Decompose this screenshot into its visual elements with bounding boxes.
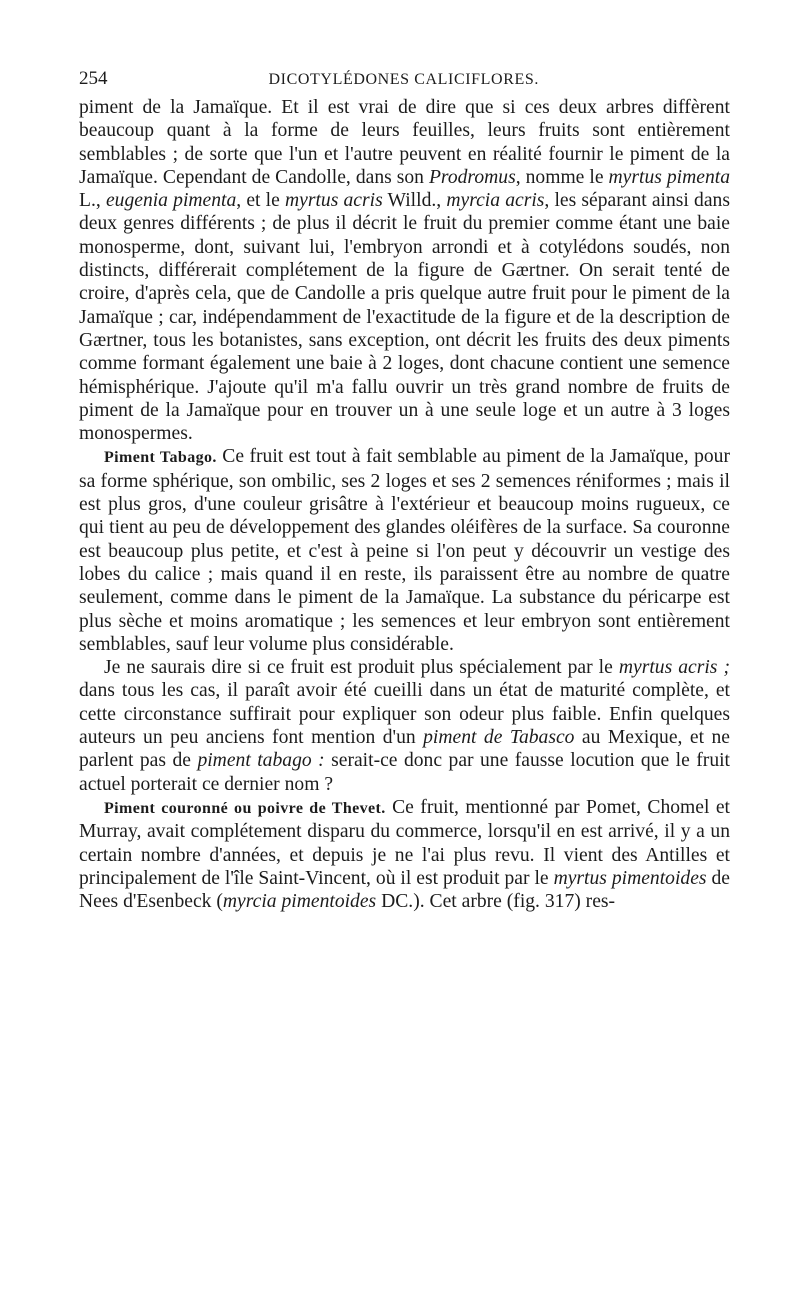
page-body bbox=[79, 96, 730, 913]
text-run: DC.). Cet arbre (fig. 317) res- bbox=[376, 891, 616, 913]
italic-run: myrtus pimenta bbox=[608, 166, 730, 188]
italic-run: myrtus pimentoides bbox=[553, 867, 707, 889]
page-number: 254 bbox=[79, 68, 108, 89]
paragraph-myrtus-acris bbox=[79, 656, 730, 796]
running-title: DICOTYLÉDONES CALICIFLORES. bbox=[268, 71, 539, 88]
paragraph-jamaique bbox=[79, 96, 730, 445]
italic-run: myrcia pimentoides bbox=[222, 891, 377, 913]
text-run: Ce fruit, mentionné par Pomet, Chomel et Murray, avait complétement disparu du commerce, lorsqu'il en est arrivé, il y a un certain nombre d'années, et depuis je ne l'ai plus revu. Il vient des Antilles et principalement de l'île Saint-Vincent, où il est produit par le bbox=[79, 796, 730, 889]
section-heading: Piment Tabago. bbox=[104, 449, 217, 467]
text-run: serait-ce donc par une fausse locution que le fruit actuel porterait ce dernier nom ? bbox=[79, 750, 731, 795]
italic-run: myrcia acris bbox=[446, 190, 545, 212]
text-run: , nomme le bbox=[515, 166, 609, 188]
text-run: L., bbox=[79, 190, 106, 212]
paragraph-piment-couronne bbox=[79, 796, 730, 913]
section-heading: Piment couronné ou poivre de Thevet. bbox=[104, 799, 386, 817]
text-run: Ce fruit est tout à fait semblable au piment de la Jamaïque, pour sa forme sphérique, son ombilic, ses 2 loges et ses 2 semences réniformes ; mais il est plus gros, d'une couleur grisâtre à l'extérieur et beaucoup moins rugueux, ce qui tient au peu de développement des glandes oléifères de la surface. Sa couronne est beaucoup plus petite, et c'est à peine si l'on peut y découvrir un vestige des lobes du calice ; mais quand il en reste, ils paraissent être au nombre de quatre seulement, comme dans le piment de la Jamaïque. La substance du péricarpe est plus sèche et moins aromatique ; les semences et leur embryon sont entièrement semblables, sauf leur volume plus considérable. bbox=[79, 446, 730, 655]
text-run: Willd., bbox=[382, 190, 447, 212]
italic-run: eugenia pimenta bbox=[105, 190, 237, 212]
page-header bbox=[79, 68, 730, 96]
italic-run: piment de Tabasco bbox=[423, 727, 575, 749]
italic-run: Prodromus bbox=[428, 166, 516, 188]
text-run: au Mexique, et ne parlent pas de bbox=[79, 727, 730, 772]
italic-run: piment tabago : bbox=[197, 750, 325, 772]
paragraph-piment-tabago bbox=[79, 445, 730, 656]
text-run: dans tous les cas, il paraît avoir été cueilli dans un état de maturité complète, et cette circonstance suffirait pour expliquer son odeur plus faible. Enfin quelques auteurs un peu anciens font mention d'un bbox=[79, 680, 730, 749]
text-run: , et le bbox=[236, 190, 285, 212]
italic-run: myrtus acris ; bbox=[618, 657, 730, 679]
italic-run: myrtus acris bbox=[285, 190, 383, 212]
text-run: , les séparant ainsi dans deux genres différents ; de plus il décrit le fruit du premier comme étant une baie monosperme, dont, suivant lui, l'embryon arrondi et à cotylédons soudés, non distincts, différerait complétement de la figure de Gærtner. On serait tenté de croire, d'après cela, que de Candolle a pris quelque autre fruit pour le piment de la Jamaïque ; car, indépendamment de l'exactitude de la figure et de la description de Gærtner, tous les botanistes, sans exception, ont décrit les fruits des deux piments comme formant également une baie à 2 loges, dont chacune contient une semence hémisphérique. J'ajoute qu'il m'a fallu ouvrir un très grand nombre de fruits de piment de la Jamaïque pour en trouver un à une seule loge et un autre à 3 loges monospermes. bbox=[79, 190, 730, 445]
text-run: de Nees d'Esenbeck ( bbox=[79, 867, 730, 913]
text-run: Je ne saurais dire si ce fruit est produit plus spécialement par le bbox=[104, 657, 619, 679]
text-run: piment de la Jamaïque. Et il est vrai de dire que si ces deux arbres diffèrent beaucoup quant à la forme de leurs feuilles, leurs fruits sont entièrement semblables ; de sorte que l'un et l'autre peuvent en réalité fournir le piment de la Jamaïque. Cependant de Candolle, dans son bbox=[79, 97, 730, 188]
